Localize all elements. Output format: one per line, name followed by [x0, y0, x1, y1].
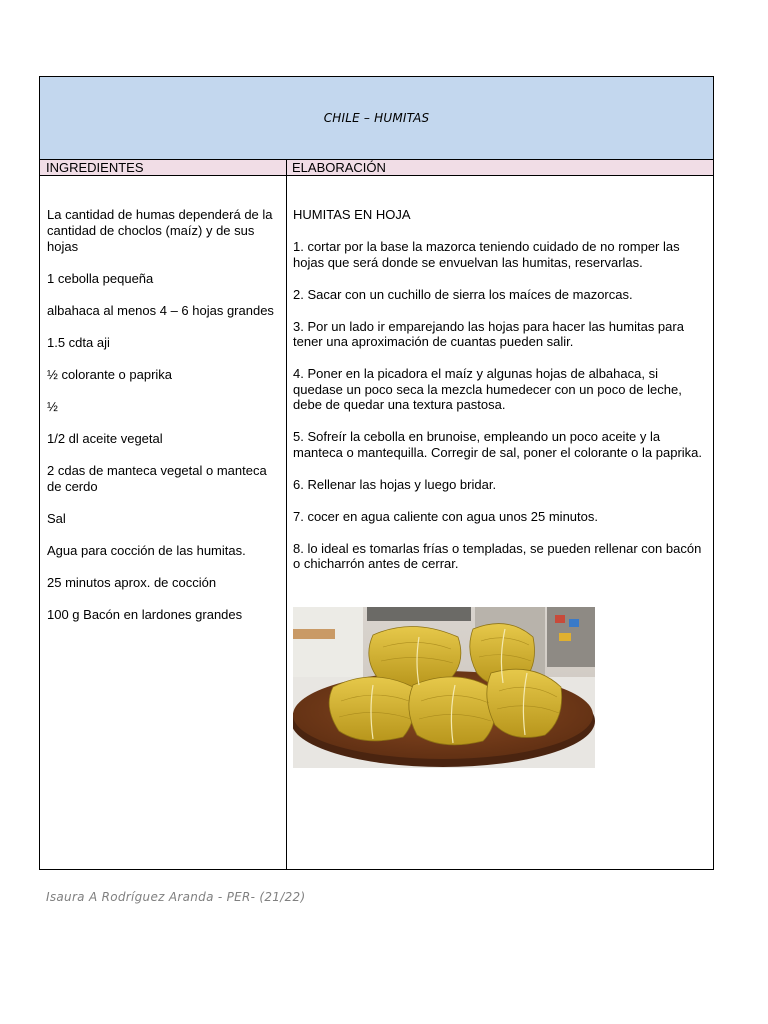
footer-author: Isaura A Rodríguez Aranda - PER- (21/22) [46, 890, 306, 904]
ingredient-item: albahaca al menos 4 – 6 hojas grandes [47, 303, 274, 318]
page-title: CHILE – HUMITAS [323, 111, 430, 125]
ingredients-header: INGREDIENTES [46, 160, 144, 175]
elaboration-step: 4. Poner en la picadora el maíz y algunas hojas de albahaca, si quedase un poco seca la mezcla humedecer con un poco de leche, debe de quedar una textura pastosa. [293, 366, 682, 412]
elaboration-step: 7. cocer en agua caliente con agua unos 25 minutos. [293, 508, 598, 524]
ingredient-item: 1 cebolla pequeña [47, 271, 154, 286]
ingredient-item: 1.5 cdta aji [47, 335, 110, 350]
recipe-table [39, 76, 714, 870]
elaboration-step: 6. Rellenar las hojas y luego bridar. [293, 476, 497, 492]
ingredient-item: 1/2 dl aceite vegetal [47, 431, 163, 446]
elaboration-step: 2. Sacar con un cuchillo de sierra los maíces de mazorcas. [293, 286, 633, 302]
humitas-photo [293, 607, 595, 768]
ingredient-item: ½ [47, 399, 58, 414]
elaboration-step: 8. lo ideal es tomarlas frías o templadas, se pueden rellenar con bacón o chicharrón antes de cerrar. [293, 540, 702, 571]
ingredient-item: 2 cdas de manteca vegetal o manteca de cerdo [47, 463, 267, 494]
elaboration-heading: HUMITAS EN HOJA [293, 207, 411, 222]
column-divider [286, 160, 287, 870]
elaboration-step: 1. cortar por la base la mazorca teniendo cuidado de no romper las hojas que será donde se envuelvan las humitas, reservarlas. [293, 239, 680, 270]
ingredient-item: 25 minutos aprox. de cocción [47, 575, 217, 590]
elaboration-steps [293, 207, 708, 588]
elaboration-step: 3. Por un lado ir emparejando las hojas para hacer las humitas para tener una aproximación de cuantas pueden salir. [293, 318, 684, 349]
ingredient-item: ½ colorante o paprika [47, 367, 173, 382]
column-header-row [40, 160, 713, 176]
ingredient-item: Sal [47, 511, 66, 526]
elaboration-header: ELABORACIÓN [292, 160, 386, 175]
ingredients-list [47, 207, 283, 639]
ingredient-item: La cantidad de humas dependerá de la cantidad de choclos (maíz) y de sus hojas [47, 207, 273, 254]
ingredient-item: 100 g Bacón en lardones grandes [47, 607, 243, 622]
elaboration-step: 5. Sofreír la cebolla en brunoise, empleando un poco aceite y la manteca o mantequilla. Corregir de sal, poner el colorante o la paprika. [293, 429, 703, 460]
ingredient-item: Agua para cocción de las humitas. [47, 543, 246, 558]
title-band [40, 77, 713, 160]
